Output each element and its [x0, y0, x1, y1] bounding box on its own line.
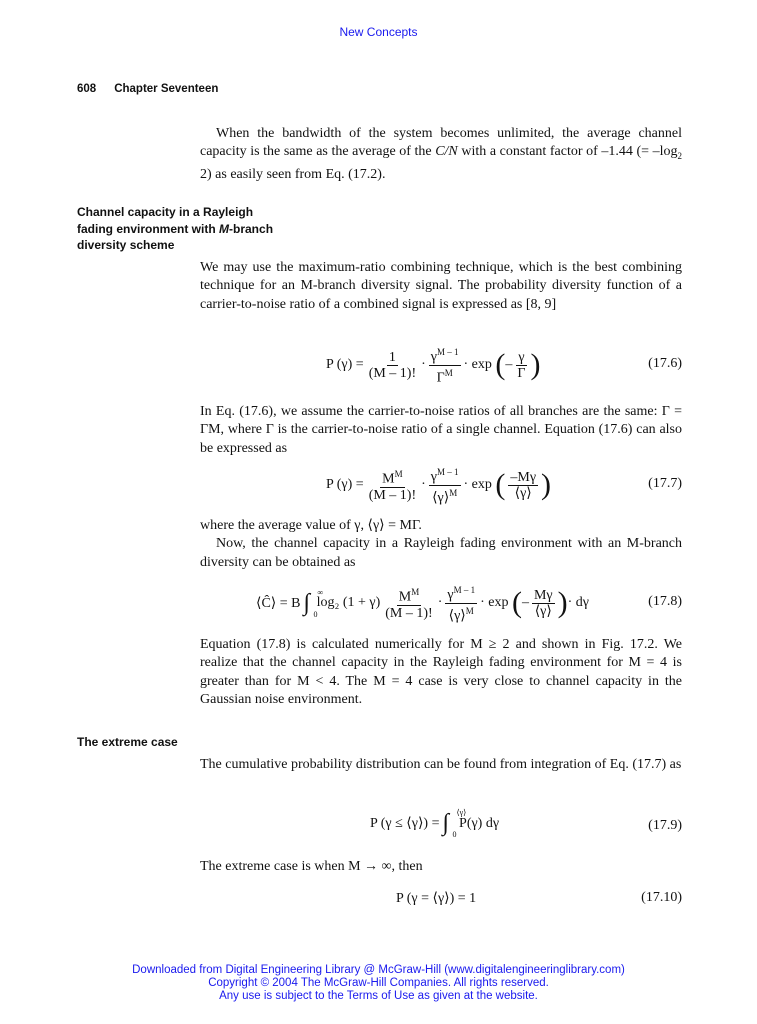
equation-number: (17.8) [648, 594, 682, 609]
heading-line: fading environment with M-branch [77, 221, 274, 236]
running-header: New Concepts [339, 25, 418, 39]
equation-17-8: ⟨Ĉ⟩ = B ∫ ∞ 0 log₂ (1 + γ) $\frac{M^M}{(M - 1)!}$ · $\frac{\gamma^{M - 1}}{⟨\gamma⟩^M}$ · exp ( – $\frac{M\gamma}{⟨\gamma⟩}$ ) · dγ (17.8) [256, 585, 682, 624]
footer-link[interactable]: Downloaded from Digital Engineering Library @ McGraw-Hill (www.digitalengineeringlibrary.com) [132, 964, 625, 976]
text: C/N [435, 144, 458, 160]
text: When the bandwidth of the system becomes unlimited, the average channel capacity is the same as the average of the [200, 126, 682, 160]
heading-line: diversity scheme [77, 238, 175, 252]
side-heading-rayleigh [77, 204, 307, 254]
text: 2) as easily seen from Eq. (17.2). [200, 166, 386, 182]
equation-number: (17.10) [641, 890, 682, 905]
integral-sign: ∫ ∞ 0 [303, 587, 324, 619]
integral-sign: ∫ ⟨γ⟩ 0 [442, 808, 467, 839]
footer [0, 964, 757, 1003]
equation-number: (17.7) [648, 476, 682, 491]
heading-line: Channel capacity in a Rayleigh [77, 205, 254, 219]
equation-17-7: P (γ) = $\frac{M^M}{(M - 1)!}$ · $\frac{\gamma^{M - 1}}{⟨\gamma⟩^M}$ · exp ( $\frac{-M\gamma}{⟨\gamma⟩}$ ) (17.7) [326, 467, 682, 506]
paragraph-6: The cumulative probability distribution can be found from integration of Eq. (17.7) as [200, 757, 682, 772]
page-number: 608 [77, 83, 97, 95]
paragraph-1 [200, 125, 682, 184]
equation-number: (17.6) [648, 356, 682, 371]
equation-17-6: P (γ) = $\frac{1}{(M - 1)!}$ · $\frac{\gamma^{M - 1}}{\Gamma^M}$ · exp ( – $\frac{\gamma}{\Gamma}$ ) (17.6) [326, 347, 682, 386]
paragraph-3: In Eq. (17.6), we assume the carrier-to-noise ratios of all branches are the same: Γ = ΓM, where Γ is the carrier-to-noise ratio of a single channel. Equation (17.6) can also be expressed as [200, 404, 682, 456]
text: with a constant factor of –1.44 (= –log [457, 144, 678, 160]
page-header [77, 83, 236, 95]
chapter-title: Chapter Seventeen [114, 83, 219, 95]
side-heading-extreme-case: The extreme case [77, 735, 178, 749]
equation-17-9: P (γ ≤ ⟨γ⟩) = ∫ ⟨γ⟩ 0 P(γ) dγ (17.9) [370, 808, 682, 839]
footer-terms[interactable]: Any use is subject to the Terms of Use as given at the website. [219, 990, 538, 1002]
equation-number: (17.9) [648, 818, 682, 833]
footer-copyright: Copyright © 2004 The McGraw-Hill Companies. All rights reserved. [208, 977, 549, 989]
paragraph-4: where the average value of γ, ⟨γ⟩ = MΓ. Now, the channel capacity in a Rayleigh fading environment with an M-branch diversity can be obtained as [200, 518, 682, 570]
paragraph-7: The extreme case is when M → ∞, then [200, 859, 423, 874]
paragraph-5: Equation (17.8) is calculated numerically for M ≥ 2 and shown in Fig. 17.2. We realize that the channel capacity in the Rayleigh fading environment for M = 4 is greater than for M < 4. The M = 4 case is very close to channel capacity in the Gaussian noise environment. [200, 637, 682, 708]
text: 2 [677, 151, 683, 162]
paragraph-2: We may use the maximum-ratio combining technique, which is the best combining technique for an M-branch diversity signal. The probability diversity function of a carrier-to-noise ratio of a combined signal is expressed as [8, 9] [200, 260, 682, 312]
